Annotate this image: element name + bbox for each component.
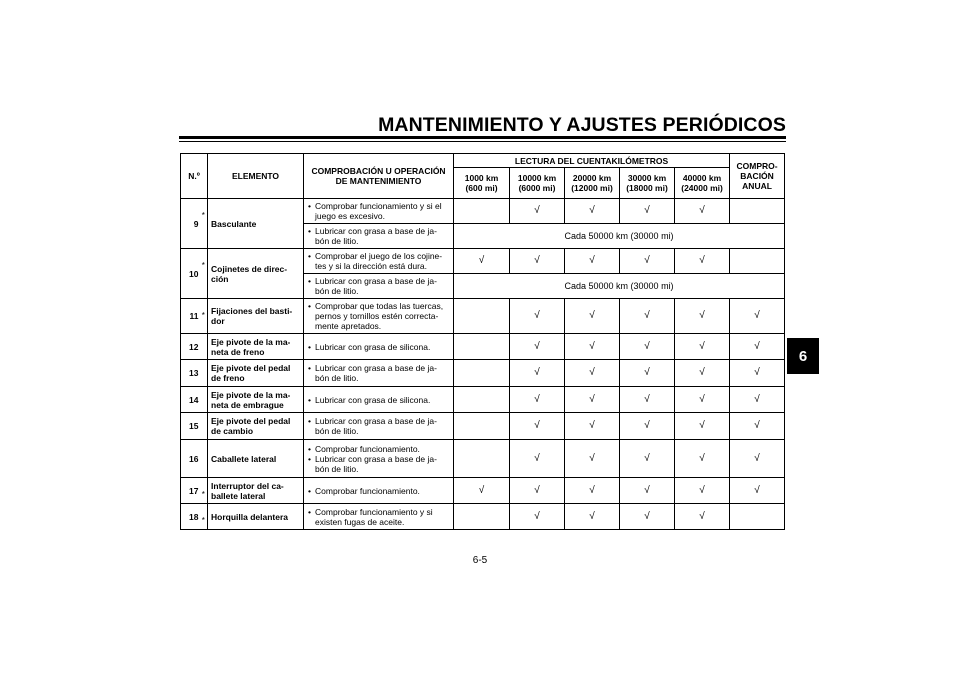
interval-check-cell [510,387,565,413]
operation-text: Lubricar con grasa a base de ja-bón de litio. [315,416,437,436]
interval-check-cell [454,334,510,360]
title-rule [179,136,786,139]
check-mark-icon: √ [589,367,595,378]
interval-check-cell [510,440,565,478]
interval-km: 30000 km [627,173,667,183]
interval-check-cell [620,413,675,440]
interval-mi: (24000 mi) [681,183,723,193]
header-element: ELEMENTO [208,154,304,199]
interval-check-cell [510,413,565,440]
table-row [181,440,785,478]
dealer-star: * [200,199,208,249]
item-number: 13 [181,360,200,387]
bullet: • [308,416,311,426]
item-operation [304,413,454,440]
interval-check-cell [454,249,510,274]
interval-check-cell [565,249,620,274]
check-mark-icon: √ [754,484,760,496]
check-mark-icon: √ [534,484,540,496]
annual-check-cell [730,334,785,360]
check-mark-icon: √ [644,420,650,431]
interval-check-cell [510,299,565,334]
interval-check-cell [675,440,730,478]
interval-check-cell [620,387,675,413]
item-operation [304,387,454,413]
interval-note: Cada 50000 km (30000 mi) [454,224,785,249]
table-row [181,504,785,530]
interval-check-cell [565,334,620,360]
item-number: 10 [181,249,200,299]
operation-text: Comprobar el juego de los cojine-tes y si la dirección está dura. [315,251,443,271]
check-mark-icon: √ [754,367,760,378]
check-mark-icon: √ [589,205,595,216]
dealer-star [200,387,208,413]
item-element: Horquilla delantera [208,504,304,530]
item-operation [304,478,454,504]
check-mark-icon: √ [699,255,705,266]
interval-check-cell [675,299,730,334]
bullet: • [308,251,311,261]
operation-text: Comprobar que todas las tuercas, pernos y tornillos estén correcta-mente apretados. [315,301,444,331]
operation-text: Comprobar funcionamiento. [315,485,420,496]
interval-check-cell [510,478,565,504]
check-mark-icon: √ [534,255,540,266]
header-annual: COMPRO-BACIÓN ANUAL [730,154,785,199]
operation-text: Lubricar con grasa de silicona. [315,394,431,405]
item-number: 18 [181,504,200,530]
table-row [181,360,785,387]
bullet: • [308,276,311,286]
interval-check-cell [565,387,620,413]
item-element: Caballete lateral [208,440,304,478]
check-mark-icon: √ [478,484,485,496]
interval-check-cell [620,299,675,334]
table-row [181,249,785,274]
operation-text: Lubricar con grasa a base de ja-bón de litio. [315,226,437,246]
interval-check-cell [620,334,675,360]
annual-check-cell [730,440,785,478]
header-odometer: LECTURA DEL CUENTAKILÓMETROS [454,154,730,168]
check-mark-icon: √ [534,452,540,464]
item-operation [304,199,454,224]
interval-check-cell [675,478,730,504]
interval-km: 1000 km [464,173,499,183]
bullet: • [308,226,311,236]
dealer-star: * [200,249,208,299]
check-mark-icon: √ [699,367,705,378]
interval-check-cell [675,199,730,224]
check-mark-icon: √ [589,393,595,405]
check-mark-icon: √ [754,393,760,405]
check-mark-icon: √ [589,452,595,464]
check-mark-icon: √ [589,510,595,522]
check-mark-icon: √ [589,255,595,266]
operation-text: Lubricar con grasa a base de ja-bón de litio. [315,363,437,383]
interval-mi: (600 mi) [465,183,498,193]
interval-check-cell [620,504,675,530]
check-mark-icon: √ [644,340,650,352]
operation-text: Comprobar funcionamiento. [315,443,420,454]
item-number: 12 [181,334,200,360]
item-element: Basculante [208,199,304,249]
interval-check-cell [510,504,565,530]
item-element: Eje pivote del pedal de cambio [208,413,304,440]
bullet: • [308,394,311,405]
annual-check-cell [730,249,785,274]
interval-check-cell [510,334,565,360]
item-operation [304,299,454,334]
interval-check-cell [620,360,675,387]
interval-km: 40000 km [682,173,722,183]
item-number: 15 [181,413,200,440]
header-operation: COMPROBACIÓN U OPERACIÓN DE MANTENIMIENTO [304,154,454,199]
check-mark-icon: √ [589,310,595,321]
bullet: • [308,443,311,454]
bullet: • [308,341,311,352]
bullet: • [308,485,311,496]
check-mark-icon: √ [754,420,760,431]
check-mark-icon: √ [589,420,595,431]
check-mark-icon: √ [534,367,540,378]
check-mark-icon: √ [699,340,705,352]
interval-km: 20000 km [572,173,612,183]
bullet: • [308,506,311,517]
interval-check-cell [454,360,510,387]
check-mark-icon: √ [644,255,650,266]
annual-check-cell [730,504,785,530]
annual-check-cell [730,413,785,440]
interval-check-cell [620,440,675,478]
operation-text: Lubricar con grasa de silicona. [315,341,431,352]
check-mark-icon: √ [699,393,705,405]
annual-check-cell [730,387,785,413]
interval-check-cell [620,199,675,224]
interval-check-cell [675,249,730,274]
item-element: Fijaciones del basti-dor [208,299,304,334]
check-mark-icon: √ [699,420,705,431]
check-mark-icon: √ [589,484,595,496]
maintenance-table [180,153,785,530]
check-mark-icon: √ [754,452,760,464]
dealer-star [200,440,208,478]
item-number: 14 [181,387,200,413]
bullet: • [308,201,311,211]
interval-mi: (18000 mi) [626,183,668,193]
interval-mi: (12000 mi) [571,183,613,193]
interval-check-cell [620,249,675,274]
item-operation [304,504,454,530]
interval-check-cell [675,413,730,440]
item-element: Eje pivote del pedal de freno [208,360,304,387]
check-mark-icon: √ [699,484,705,496]
item-operation [304,224,454,249]
interval-check-cell [510,199,565,224]
check-mark-icon: √ [699,310,705,321]
interval-check-cell [454,504,510,530]
check-mark-icon: √ [644,393,650,405]
check-mark-icon: √ [644,310,650,321]
table-row [181,199,785,224]
interval-check-cell [565,299,620,334]
interval-check-cell [675,504,730,530]
item-element: Eje pivote de la ma-neta de embrague [208,387,304,413]
interval-check-cell [454,413,510,440]
check-mark-icon: √ [534,340,540,352]
interval-check-cell [454,199,510,224]
interval-check-cell [454,387,510,413]
item-operation [304,249,454,274]
dealer-star: * [200,299,208,334]
dealer-star: * [200,504,208,530]
check-mark-icon: √ [699,452,705,464]
check-mark-icon: √ [644,510,650,522]
table-row [181,413,785,440]
title-rule-thin [179,141,786,142]
item-element: Cojinetes de direc-ción [208,249,304,299]
chapter-tab: 6 [787,338,819,374]
item-operation [304,360,454,387]
dealer-star: * [200,478,208,504]
interval-mi: (6000 mi) [518,183,556,193]
header-interval [675,168,730,199]
interval-check-cell [565,413,620,440]
interval-check-cell [620,478,675,504]
check-mark-icon: √ [754,340,760,352]
dealer-star [200,413,208,440]
item-number: 9 [181,199,200,249]
check-mark-icon: √ [644,452,650,464]
annual-check-cell [730,199,785,224]
bullet: • [308,453,311,464]
interval-check-cell [454,440,510,478]
item-number: 17 [181,478,200,504]
check-mark-icon: √ [534,205,540,216]
interval-check-cell [565,504,620,530]
check-mark-icon: √ [534,510,540,522]
bullet: • [308,363,311,373]
interval-check-cell [510,249,565,274]
page-title: MANTENIMIENTO Y AJUSTES PERIÓDICOS [378,114,786,136]
check-mark-icon: √ [534,310,540,321]
item-number: 11 [181,299,200,334]
item-operation [304,440,454,478]
header-num: N.º [181,154,208,199]
interval-check-cell [510,360,565,387]
interval-check-cell [565,199,620,224]
table-row [181,387,785,413]
check-mark-icon: √ [754,310,760,321]
interval-check-cell [565,360,620,387]
check-mark-icon: √ [644,367,650,378]
check-mark-icon: √ [699,510,705,522]
header-interval [510,168,565,199]
annual-check-cell [730,360,785,387]
interval-note: Cada 50000 km (30000 mi) [454,274,785,299]
dealer-star [200,334,208,360]
annual-check-cell [730,299,785,334]
check-mark-icon: √ [478,255,485,266]
check-mark-icon: √ [589,340,595,352]
item-element: Eje pivote de la ma-neta de freno [208,334,304,360]
interval-check-cell [454,478,510,504]
interval-check-cell [454,299,510,334]
page-number: 6-5 [472,555,488,566]
header-interval [454,168,510,199]
operation-text: Lubricar con grasa a base de ja-bón de litio. [315,453,437,474]
table-row [181,334,785,360]
item-operation [304,334,454,360]
item-element: Interruptor del ca-ballete lateral [208,478,304,504]
item-operation [304,274,454,299]
interval-km: 10000 km [517,173,557,183]
annual-check-cell [730,478,785,504]
operation-text: Comprobar funcionamiento y si el juego es excesivo. [315,201,442,221]
table-row [181,478,785,504]
check-mark-icon: √ [534,420,540,431]
check-mark-icon: √ [644,484,650,496]
dealer-star [200,360,208,387]
check-mark-icon: √ [534,393,540,405]
operation-text: Lubricar con grasa a base de ja-bón de litio. [315,276,437,296]
bullet: • [308,301,311,311]
interval-check-cell [675,334,730,360]
check-mark-icon: √ [644,205,650,216]
table-row [181,299,785,334]
header-interval [565,168,620,199]
check-mark-icon: √ [699,205,705,216]
interval-check-cell [565,478,620,504]
interval-check-cell [675,360,730,387]
item-number: 16 [181,440,200,478]
interval-check-cell [565,440,620,478]
interval-check-cell [675,387,730,413]
header-interval [620,168,675,199]
operation-text: Comprobar funcionamiento y si existen fugas de aceite. [315,506,433,527]
